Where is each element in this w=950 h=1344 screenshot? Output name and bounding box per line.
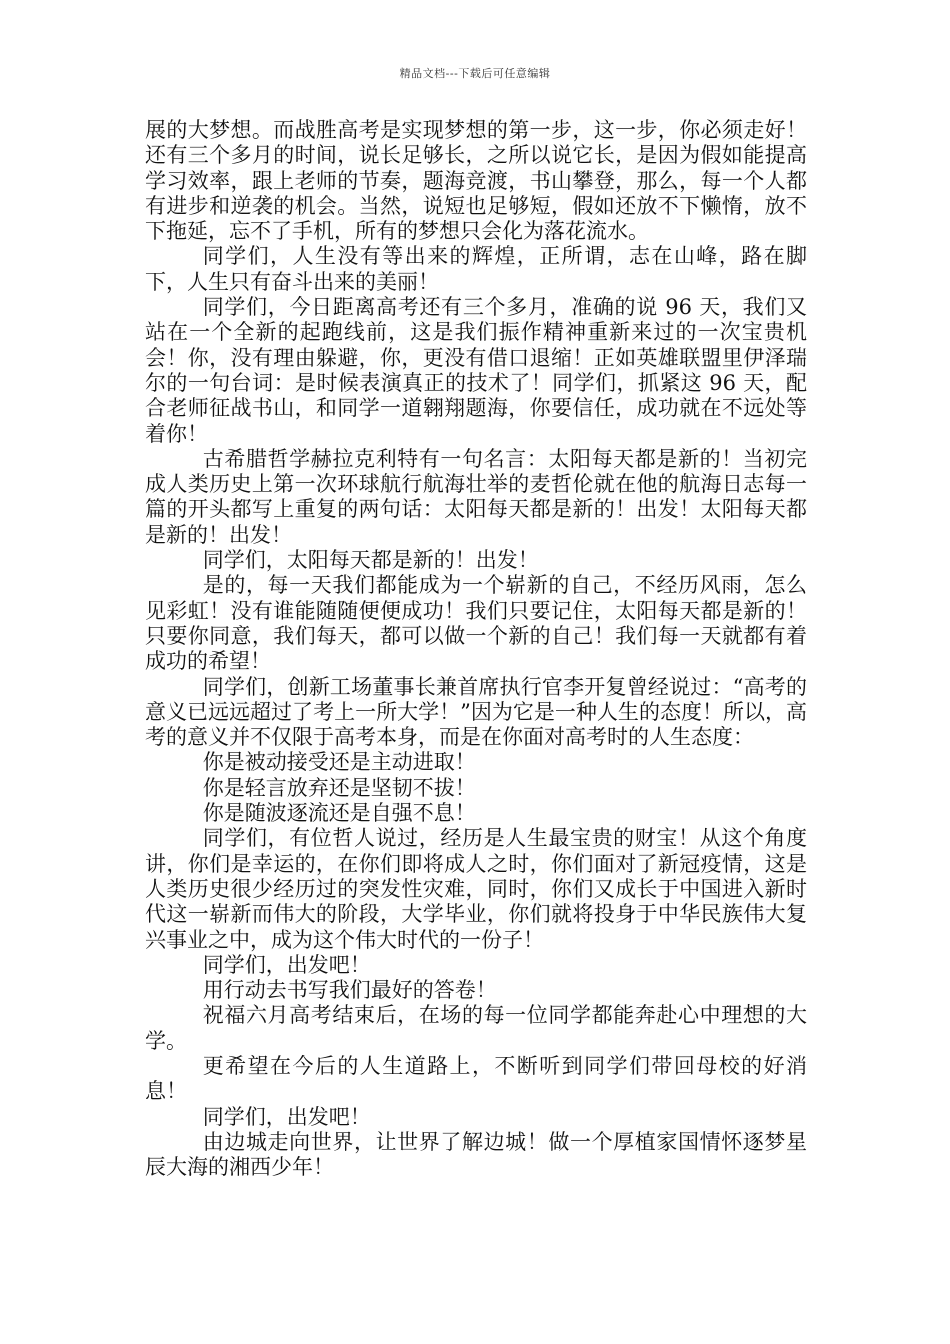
document-body bbox=[145, 118, 807, 1180]
paragraph: 祝福六月高考结束后，在场的每一位同学都能奔赴心中理想的大学。 bbox=[145, 1003, 807, 1053]
paragraph: 同学们，出发吧！ bbox=[202, 1104, 371, 1129]
paragraph: 同学们，创新工场董事长兼首席执行官李开复曾经说过：“高考的意义已远远超过了考上一所大学！”因为它是一种人生的态度！所以，高考的意义并不仅限于高考本身，而是在你面对高考时的人生态度： bbox=[145, 674, 807, 750]
paragraph: 更希望在今后的人生道路上，不断听到同学们带回母校的好消息！ bbox=[145, 1053, 807, 1104]
paragraph: 古希腊哲学赫拉克利特有一句名言：太阳每天都是新的！当初完成人类历史上第一次环球航行航海壮举的麦哲伦就在他的航海日志每一篇的开头都写上重复的两句话：太阳每天都是新的！出发！太阳每天都是新的！出发！ bbox=[145, 446, 807, 547]
paragraph: 你是被动接受还是主动进取！ bbox=[202, 750, 476, 775]
paragraph: 同学们，太阳每天都是新的！出发！ bbox=[202, 548, 539, 573]
paragraph: 你是随波逐流还是自强不息！ bbox=[202, 801, 476, 826]
paragraph: 同学们，人生没有等出来的辉煌，正所谓，志在山峰，路在脚下，人生只有奋斗出来的美丽！ bbox=[145, 244, 807, 294]
paragraph: 同学们，有位哲人说过，经历是人生最宝贵的财宝！从这个角度讲，你们是幸运的，在你们即将成人之时，你们面对了新冠疫情，这是人类历史很少经历过的突发性灾难，同时，你们又成长于中国进入新时代这一崭新而伟大的阶段，大学毕业，你们就将投身于中华民族伟大复兴事业之中，成为这个伟大时代的一份子！ bbox=[145, 826, 807, 952]
paragraph: 由边城走向世界，让世界了解边城！做一个厚植家国情怀逐梦星辰大海的湘西少年！ bbox=[145, 1129, 807, 1180]
paragraph: 用行动去书写我们最好的答卷！ bbox=[202, 978, 497, 1003]
paragraph: 同学们，出发吧！ bbox=[202, 952, 371, 977]
paragraph: 是的，每一天我们都能成为一个崭新的自己，不经历风雨，怎么见彩虹！没有谁能随随便便成功！我们只要记住，太阳每天都是新的！只要你同意，我们每天，都可以做一个新的自己！我们每一天就都有着成功的希望！ bbox=[145, 573, 807, 674]
paragraph: 你是轻言放弃还是坚韧不拔！ bbox=[202, 775, 476, 800]
page-header: 精品文档---下载后可任意编辑 bbox=[399, 67, 551, 80]
paragraph: 同学们，今日距离高考还有三个多月，准确的说 96 天，我们又站在一个全新的起跑线前，这是我们振作精神重新来过的一次宝贵机会！你，没有理由躲避，你，更没有借口退缩！正如英雄联盟里伊泽瑞尔的一句台词：是时候表演真正的技术了！同学们，抓紧这 96 天，配合老师征战书山，和同学一道翱翔题海，你要信任，成功就在不远处等着你！ bbox=[145, 295, 807, 446]
paragraph: 展的大梦想。而战胜高考是实现梦想的第一步，这一步，你必须走好！还有三个多月的时间，说长足够长，之所以说它长，是因为假如能提高学习效率，跟上老师的节奏，题海竞渡，书山攀登，那么，每一个人都有进步和逆袭的机会。当然，说短也足够短，假如还放不下懒惰，放不下拖延，忘不了手机，所有的梦想只会化为落花流水。 bbox=[145, 118, 807, 244]
